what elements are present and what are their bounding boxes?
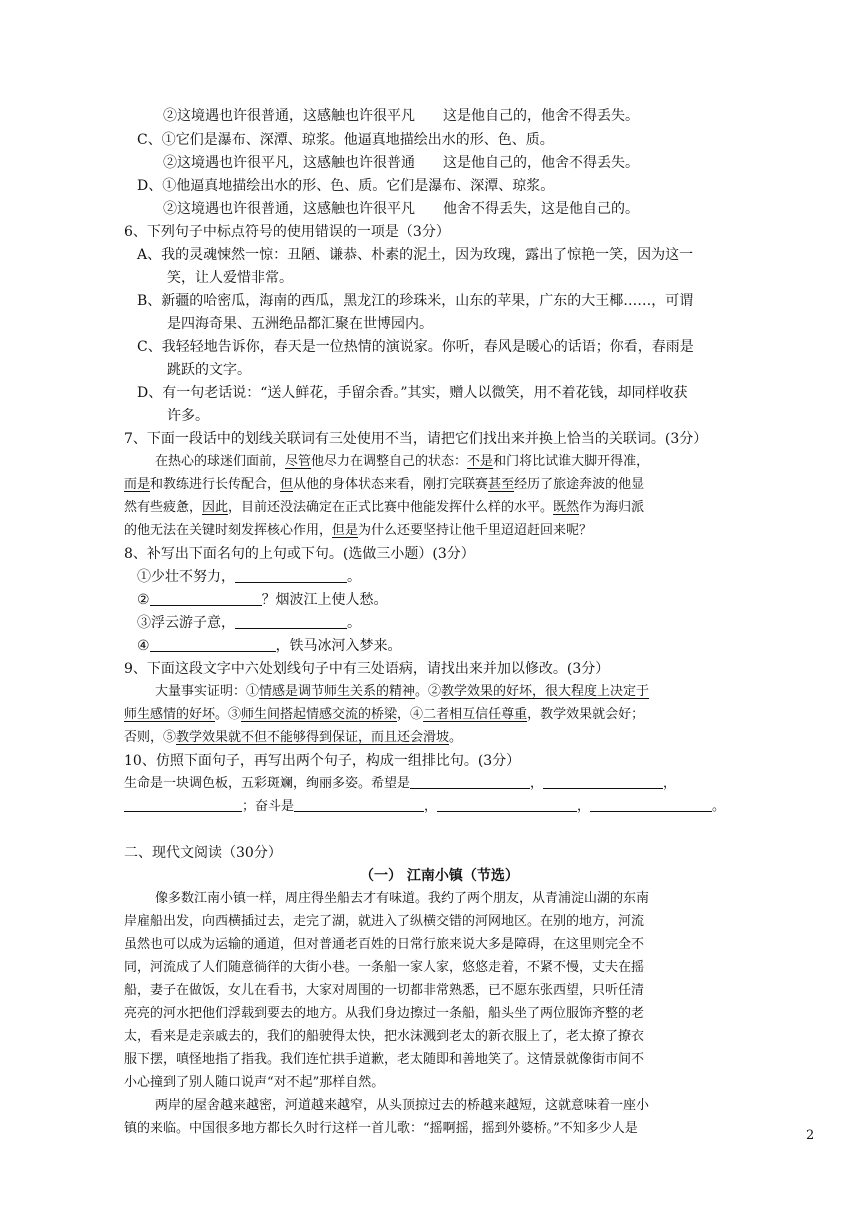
q7-underlined-conjunction: 不是 <box>467 454 494 469</box>
q6-option-b-line1: B、新疆的哈密瓜，海南的西瓜，黑龙江的珍珠米，山东的苹果，广东的大王椰……，可谓 <box>137 293 694 309</box>
q7-underlined-conjunction: 但是 <box>332 523 359 538</box>
q9-stem: 9、下面这段文字中六处划线句子中有三处语病，请找出来并加以修改。(3分） <box>124 661 610 677</box>
answer-blank[interactable] <box>150 637 276 652</box>
answer-blank[interactable] <box>124 797 242 812</box>
q5-d-option-1: D、①他逼真地描绘出水的形、色、质。它们是瀑布、深潭、琼浆。 <box>137 178 555 194</box>
section-heading: 二、现代文阅读（30分） <box>124 845 282 861</box>
q6-stem: 6、下列句子中标点符号的使用错误的一项是（3分） <box>124 224 450 240</box>
q7-underlined-conjunction: 既然 <box>553 500 580 515</box>
q6-option-a-line2: 笑，让人爱惜非常。 <box>167 270 293 286</box>
q7-underlined-conjunction: 而是 <box>124 477 151 492</box>
q7-underlined-conjunction: 因此 <box>202 500 229 515</box>
answer-blank[interactable] <box>543 774 663 789</box>
passage-line: 岸雇船出发，向西横插过去，走完了湖，就进入了纵横交错的河网地区。在别的地方，河流 <box>124 914 645 929</box>
q6-option-d-line1: D、有一句老话说：“送人鲜花，手留余香。”其实，赠人以微笑，用不着花钱，却同样收获 <box>137 385 688 401</box>
q9-passage-line3: 否则，⑤教学效果就不但不能够得到保证，而且还会滑坡。 <box>124 730 463 745</box>
answer-blank[interactable] <box>235 568 347 583</box>
q10-line1: 生命是一块调色板，五彩斑斓，绚丽多姿。希望是 ， ， <box>124 776 677 791</box>
answer-blank[interactable] <box>437 797 577 812</box>
passage-line: 镇的来临。中国很多地方都长久时行这样一首儿歌：“摇啊摇，摇到外婆桥。”不知多少人是 <box>124 1121 638 1136</box>
q7-stem: 7、下面一段话中的划线关联词有三处使用不当，请把它们找出来并换上恰当的关联词。(3分） <box>124 431 708 447</box>
q9-underlined-sentence: 师生间搭起情感交流的桥梁 <box>241 707 398 722</box>
q5-a-option-2: ②这境遇也许很普通，这感触也许很平凡 这是他自己的，他舍不得丢失。 <box>163 108 639 124</box>
passage-line: 像多数江南小镇一样，周庄得坐船去才有味道。我约了两个朋友，从青浦淀山湖的东南 <box>155 891 650 906</box>
passage-line: 船，妻子在做饭，女儿在看书，大家对周围的一切都非常熟悉，已不愿东张西望，只听任清 <box>124 983 645 998</box>
q8-item-3: ③浮云游子意， 。 <box>137 615 361 631</box>
answer-blank[interactable] <box>150 591 262 606</box>
q9-underlined-sentence: 二者相互信任尊重 <box>423 707 528 722</box>
q9-passage-line2: 师生感情的好坏。③师生间搭起情感交流的桥梁，④二者相互信任尊重，教学效果就会好； <box>124 707 645 722</box>
q6-option-b-line2: 是四海奇果、五洲绝品都汇聚在世博园内。 <box>167 316 433 332</box>
answer-blank[interactable] <box>294 797 424 812</box>
q7-passage-line4: 的他无法在关键时刻发挥核心作用，但是为什么还要坚持让他千里迢迢赶回来呢？ <box>124 523 593 538</box>
answer-blank[interactable] <box>590 797 712 812</box>
page-number: 2 <box>806 1128 815 1143</box>
q6-option-c-line2: 跳跃的文字。 <box>167 362 251 378</box>
passage-title: （一） 江南小镇（节选） <box>360 868 519 884</box>
passage-line: 同，河流成了人们随意徜徉的大街小巷。一条船一家人家，悠悠走着，不紧不慢，丈夫在摇 <box>124 960 645 975</box>
q9-passage-line1: 大量事实证明：①情感是调节师生关系的精神。②教学效果的好坏，很大程度上决定于 <box>155 684 650 699</box>
q8-stem: 8、补写出下面名句的上句或下句。(选做三小题）(3分） <box>124 546 475 562</box>
q5-c-option-2: ②这境遇也许很平凡，这感触也许很普通 这是他自己的，他舍不得丢失。 <box>163 155 639 171</box>
q8-item-1: ①少壮不努力， 。 <box>137 569 361 585</box>
passage-line: 两岸的屋舍越来越密，河道越来越窄，从头顶掠过去的桥越来越短，这就意味着一座小 <box>155 1098 650 1113</box>
q9-underlined-sentence: 师生感情的好坏 <box>124 707 216 722</box>
q10-stem: 10、仿照下面句子，再写出两个句子，构成一组排比句。(3分） <box>124 753 521 769</box>
q6-option-c-line1: C、我轻轻地告诉你，春天是一位热情的演说家。你听，春风是暖心的话语；你看，春雨是 <box>137 339 694 355</box>
q7-passage-line2: 而是和教练进行长传配合，但从他的身体状态来看，刚打完联赛甚至经历了旅途奔波的他显 <box>124 477 645 492</box>
q10-line2: ；奋斗是 ， ， 。 <box>124 797 725 817</box>
q7-underlined-conjunction: 甚至 <box>488 477 515 492</box>
q7-passage-line1: 在热心的球迷们面前，尽管他尽力在调整自己的状态：不是和门将比试谁大脚开得准， <box>155 454 650 469</box>
q5-c-option-1: C、①它们是瀑布、深潭、琼浆。他逼真地描绘出水的形、色、质。 <box>137 132 554 148</box>
q9-underlined-sentence: 教学效果就不但不能够得到保证，而且还会滑坡 <box>176 730 450 745</box>
answer-blank[interactable] <box>235 614 347 629</box>
passage-line: 服下摆，嗔怪地指了指我。我们连忙拱手道歉，老太随即和善地笑了。这情景就像街市间不 <box>124 1052 645 1067</box>
passage-line: 太，看来是走亲戚去的，我们的船驶得太快，把水沫溅到老太的新衣服上了，老太撩了撩衣 <box>124 1029 645 1044</box>
passage-line: 虽然也可以成为运输的通道，但对普通老百姓的日常行旅来说大多是障碍，在这里则完全不 <box>124 937 645 952</box>
passage-line: 小心撞到了别人随口说声“对不起”那样自然。 <box>124 1075 385 1090</box>
q9-underlined-sentence: 教学效果的好坏，很大程度上决定于 <box>441 684 650 699</box>
q7-passage-line3: 然有些疲惫，因此，目前还没法确定在正式比赛中他能发挥什么样的水平。既然作为海归派 <box>124 500 645 515</box>
q9-underlined-sentence: 情感是调节师生关系的精神 <box>259 684 416 699</box>
q7-underlined-conjunction: 尽管 <box>285 454 312 469</box>
q8-item-2: ② ？烟波江上使人愁。 <box>137 592 388 608</box>
q5-d-option-2: ②这境遇也许很普通，这感触也许很平凡 他舍不得丢失，这是他自己的。 <box>163 201 639 217</box>
q7-underlined-conjunction: 但 <box>280 477 294 492</box>
q6-option-d-line2: 许多。 <box>167 408 209 424</box>
q8-item-4: ④ ，铁马冰河入梦来。 <box>137 638 402 654</box>
answer-blank[interactable] <box>410 774 530 789</box>
passage-line: 亮亮的河水把他们浮载到要去的地方。从我们身边擦过一条船，船头坐了两位服饰齐整的老 <box>124 1006 645 1021</box>
q6-option-a-line1: A、我的灵魂悚然一惊：丑陋、谦恭、朴素的泥土，因为玫瑰，露出了惊艳一笑，因为这一 <box>137 247 694 263</box>
